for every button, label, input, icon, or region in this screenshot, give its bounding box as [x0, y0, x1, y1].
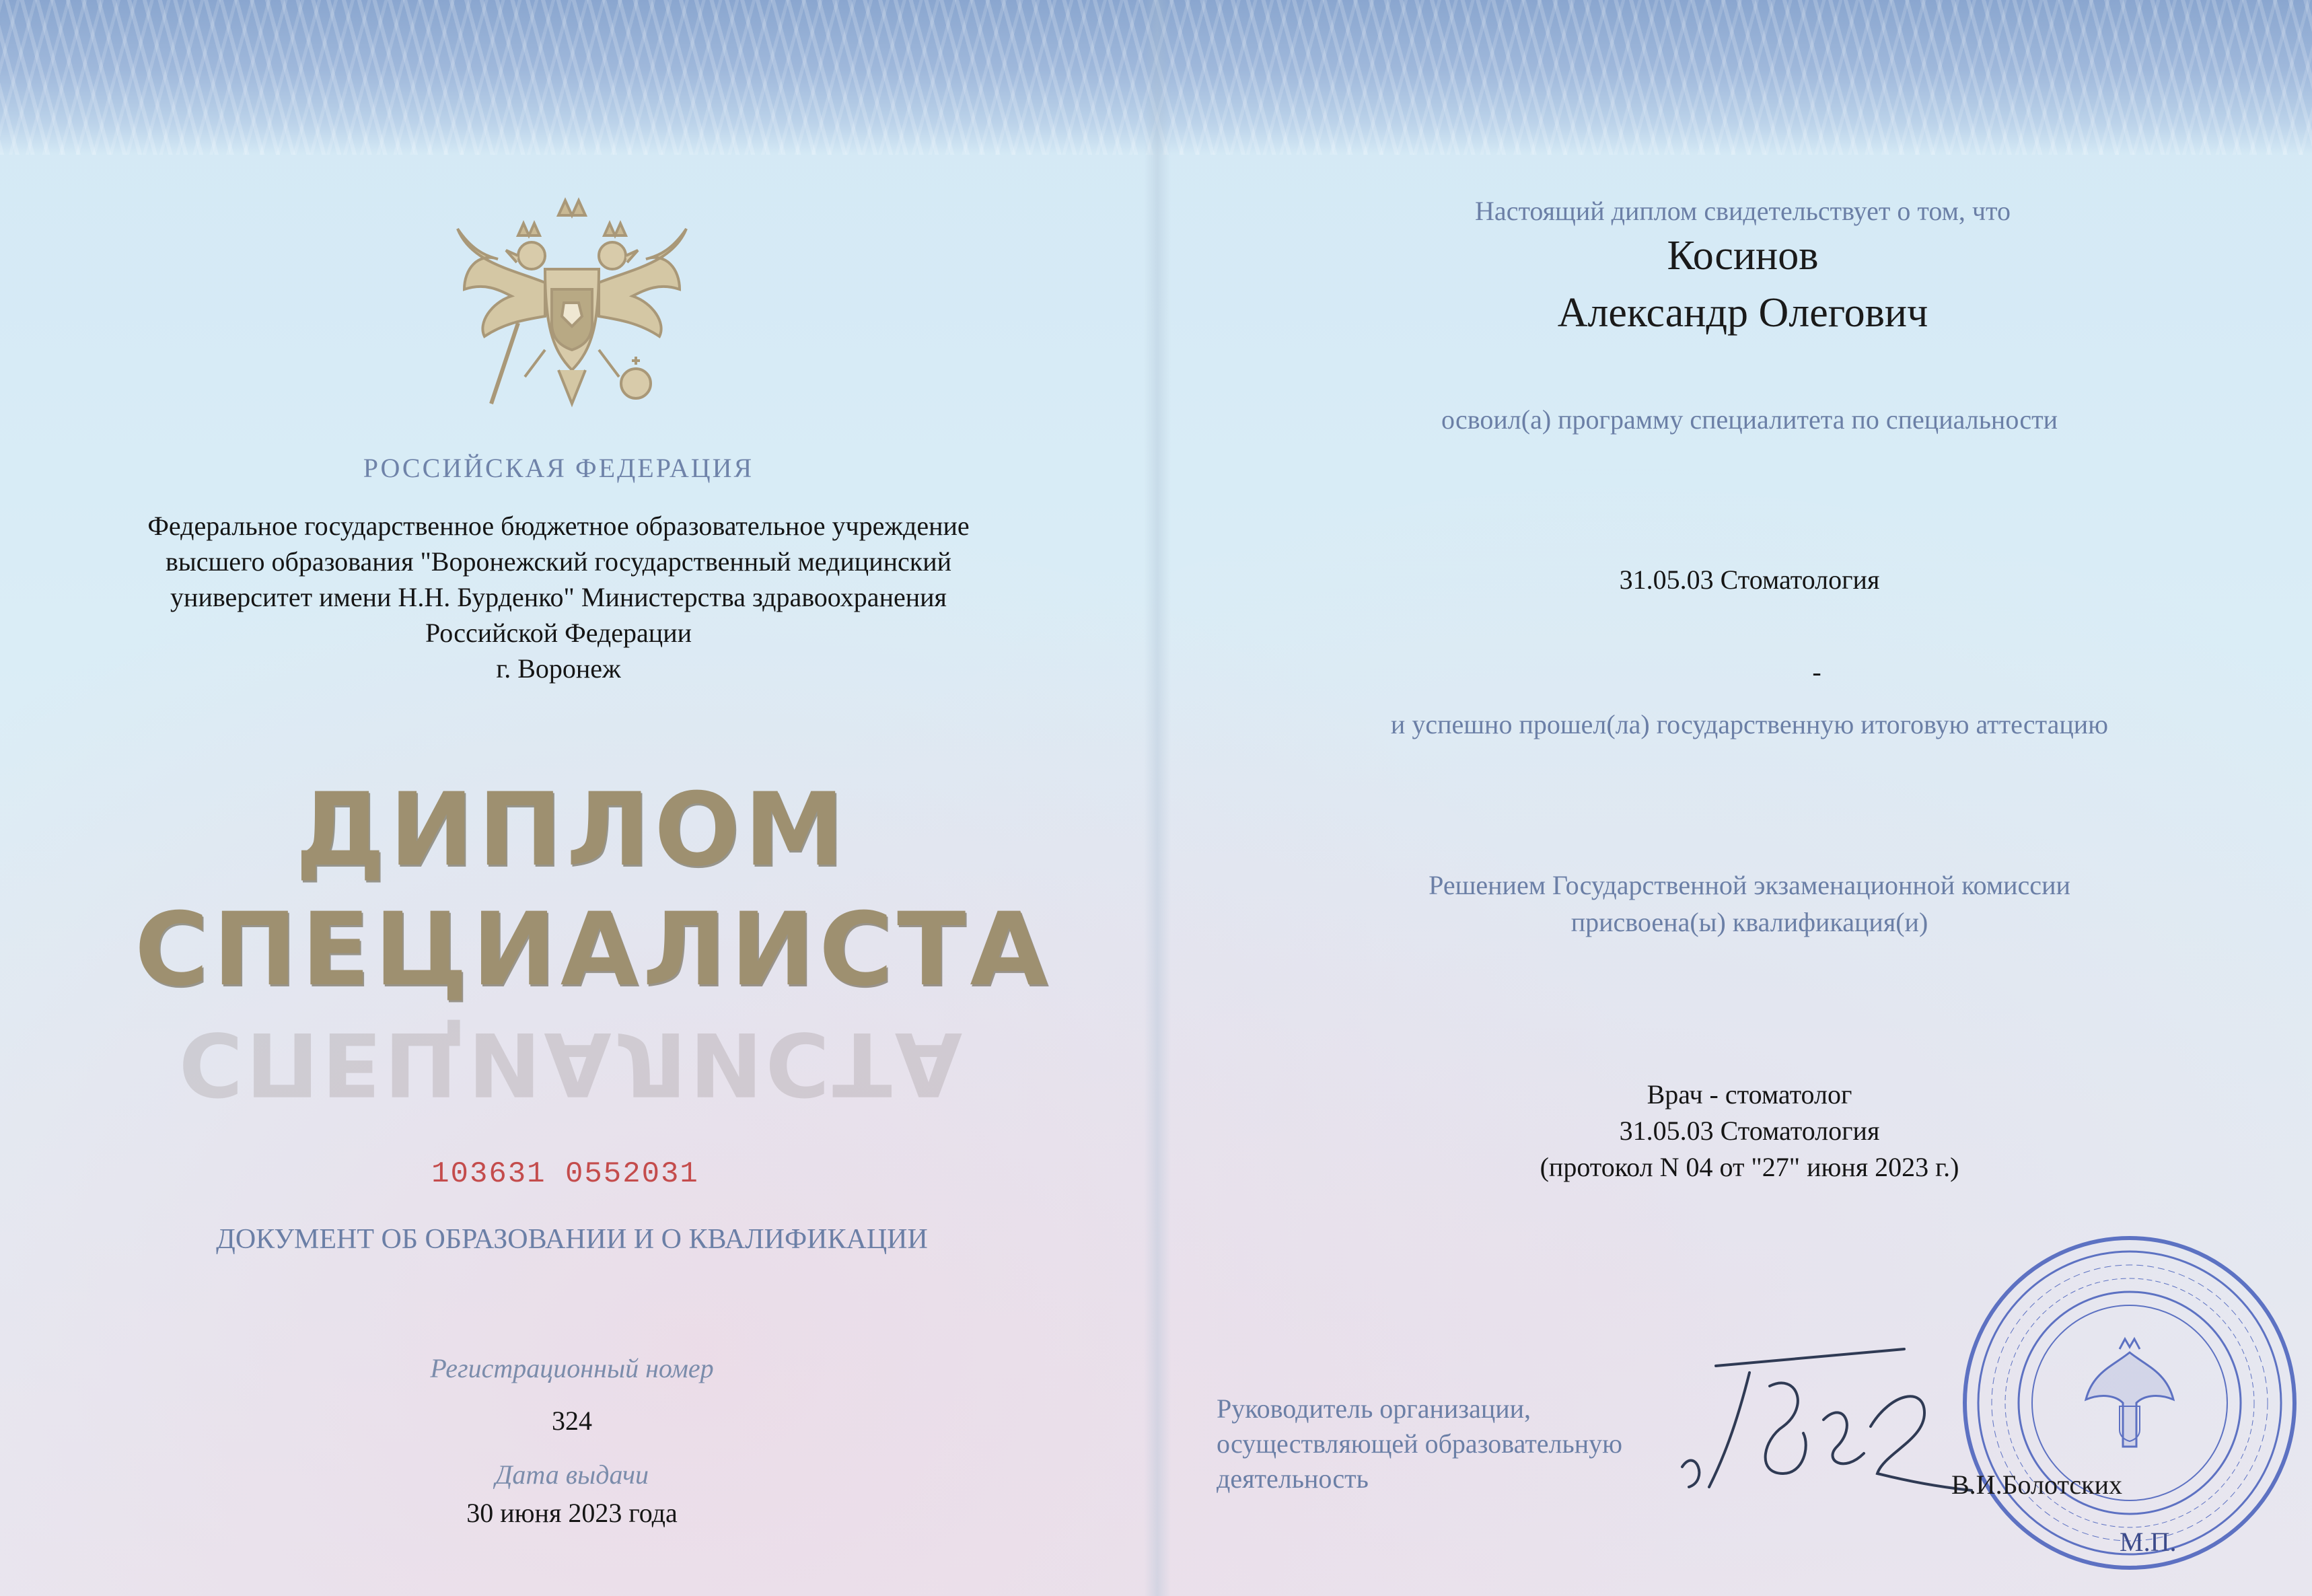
head-label-line: деятельность — [1217, 1463, 1369, 1494]
diploma-title-line1: ДИПЛОМ — [295, 772, 849, 889]
institution-line: Федеральное государственное бюджетное образовательное учреждение — [147, 511, 970, 541]
institution-line: г. Воронеж — [496, 653, 621, 684]
qualification-protocol: (протокол N 04 от "27" июня 2023 г.) — [1540, 1152, 1959, 1182]
russian-eagle-emblem-icon — [444, 188, 700, 431]
diploma-title — [135, 770, 1052, 1010]
signatory-name: В.И.Болотских — [1951, 1470, 2123, 1500]
document-type-label: ДОКУМЕНТ ОБ ОБРАЗОВАНИИ И О КВАЛИФИКАЦИИ — [216, 1224, 928, 1255]
serial-number: 103631 0552031 — [431, 1157, 699, 1191]
registration-label: Регистрационный номер — [430, 1353, 714, 1383]
specialty: 31.05.03 Стоматология — [1619, 565, 1880, 595]
holder-surname: Косинов — [1667, 233, 1819, 279]
qualification-title: Врач - стоматолог — [1647, 1079, 1852, 1110]
commission-line: присвоена(ы) квалификация(и) — [1570, 907, 1928, 937]
intro-text: Настоящий диплом свидетельствует о том, что — [1475, 196, 2011, 226]
head-label-line: осуществляющей образовательную — [1217, 1428, 1623, 1459]
attestation-text: и успешно прошел(ла) государственную итоговую аттестацию — [1390, 709, 2109, 739]
institution-seal-stamp-icon — [1958, 1231, 2301, 1574]
institution-line: высшего образования "Воронежский государственный медицинский — [165, 546, 952, 577]
institution-line: Российской Федерации — [425, 618, 692, 648]
qualification-block — [1278, 1077, 2220, 1186]
diploma-title-watermark: СПЕЦИАЛИСТА — [178, 1013, 966, 1115]
country-label: РОССИЙСКАЯ ФЕДЕРАЦИЯ — [363, 453, 754, 483]
page-fold — [1144, 0, 1171, 1596]
blank-dash: - — [1812, 657, 1821, 687]
issue-date: 30 июня 2023 года — [466, 1498, 678, 1528]
diploma-title-line2: СПЕЦИАЛИСТА — [135, 892, 1052, 1009]
handwritten-signature-icon — [1669, 1346, 1978, 1507]
institution-line: университет имени Н.Н. Бурденко" Министерства здравоохранения — [170, 582, 947, 612]
head-label-line: Руководитель организации, — [1217, 1393, 1531, 1424]
registration-number: 324 — [552, 1406, 592, 1436]
institution-name — [27, 508, 1090, 686]
seal-place-mark: М.П. — [2120, 1527, 2177, 1557]
commission-text — [1278, 867, 2220, 941]
holder-given-names: Александр Олегович — [1557, 290, 1928, 336]
issue-date-label: Дата выдачи — [495, 1459, 649, 1490]
program-label: освоил(а) программу специалитета по специальности — [1441, 404, 2058, 435]
qualification-specialty: 31.05.03 Стоматология — [1619, 1116, 1880, 1146]
commission-line: Решением Государственной экзаменационной комиссии — [1429, 870, 2070, 900]
